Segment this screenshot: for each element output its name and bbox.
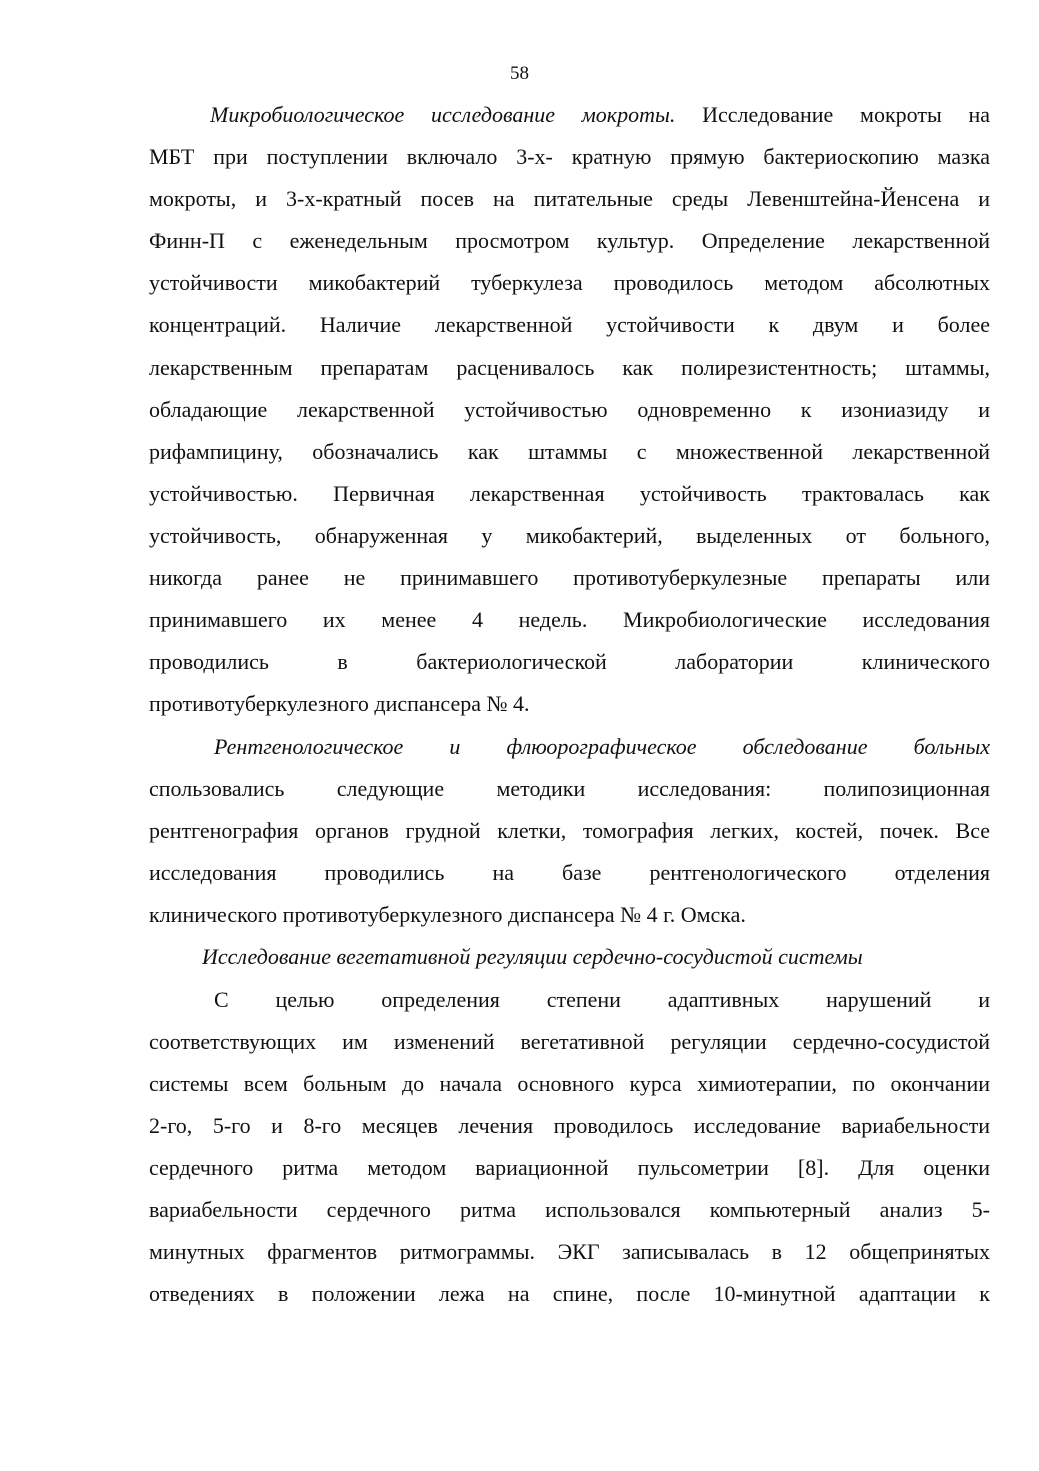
text-line: МБТ при поступлении включало 3-х- кратную прямую бактериоскопию мазка xyxy=(149,144,990,169)
section-heading: Микробиологическое исследование мокроты. xyxy=(210,102,676,127)
text-line: 2-го, 5-го и 8-го месяцев лечения проводилось исследование вариабельности xyxy=(149,1113,990,1138)
text-line: обладающие лекарственной устойчивостью одновременно к изониазиду и xyxy=(149,397,990,422)
text-line: системы всем больным до начала основного курса химиотерапии, по окончании xyxy=(149,1071,990,1096)
text-line: рентгенография органов грудной клетки, томография легких, костей, почек. Все xyxy=(149,818,990,843)
text-line: соответствующих им изменений вегетативной регуляции сердечно-сосудистой xyxy=(149,1029,990,1054)
text-line: клинического противотуберкулезного диспансера № 4 г. Омска. xyxy=(149,902,746,927)
text-line: противотуберкулезного диспансера № 4. xyxy=(149,691,530,716)
text-line: отведениях в положении лежа на спине, после 10-минутной адаптации к xyxy=(149,1281,990,1306)
text-line: устойчивость, обнаруженная у микобактерий, выделенных от больного, xyxy=(149,523,990,548)
page-number: 58 xyxy=(510,63,529,84)
text-line: исследования проводились на базе рентгенологического отделения xyxy=(149,860,990,885)
text-line: принимавшего их менее 4 недель. Микробиологические исследования xyxy=(149,607,990,632)
text-line: устойчивости микобактерий туберкулеза проводилось методом абсолютных xyxy=(149,270,990,295)
text-line: Микробиологическое исследование мокроты. Исследование мокроты на xyxy=(210,102,990,127)
text-line: минутных фрагментов ритмограммы. ЭКГ записывалась в 12 общепринятых xyxy=(149,1239,990,1264)
text-line: никогда ранее не принимавшего противотуберкулезные препараты или xyxy=(149,565,990,590)
text-line: спользовались следующие методики исследования: полипозиционная xyxy=(149,776,990,801)
section-heading: Рентгенологическое и флюорографическое обследование больных xyxy=(214,734,990,759)
text-line: устойчивостью. Первичная лекарственная устойчивость трактовалась как xyxy=(149,481,990,506)
text-line: вариабельности сердечного ритма использовался компьютерный анализ 5- xyxy=(149,1197,990,1222)
text-line: С целью определения степени адаптивных нарушений и xyxy=(214,987,990,1012)
text-line: мокроты, и 3-х-кратный посев на питательные среды Левенштейна-Йенсена и xyxy=(149,186,990,211)
text-line: концентраций. Наличие лекарственной устойчивости к двум и более xyxy=(149,312,990,337)
section-heading: Исследование вегетативной регуляции сердечно-сосудистой системы xyxy=(202,944,863,969)
text-line: проводились в бактериологической лаборатории клинического xyxy=(149,649,990,674)
text-line: Финн-П с еженедельным просмотром культур. Определение лекарственной xyxy=(149,228,990,253)
text-line: лекарственным препаратам расценивалось как полирезистентность; штаммы, xyxy=(149,355,990,380)
text-line: рифампицину, обозначались как штаммы с множественной лекарственной xyxy=(149,439,990,464)
text-line: сердечного ритма методом вариационной пульсометрии [8]. Для оценки xyxy=(149,1155,990,1180)
